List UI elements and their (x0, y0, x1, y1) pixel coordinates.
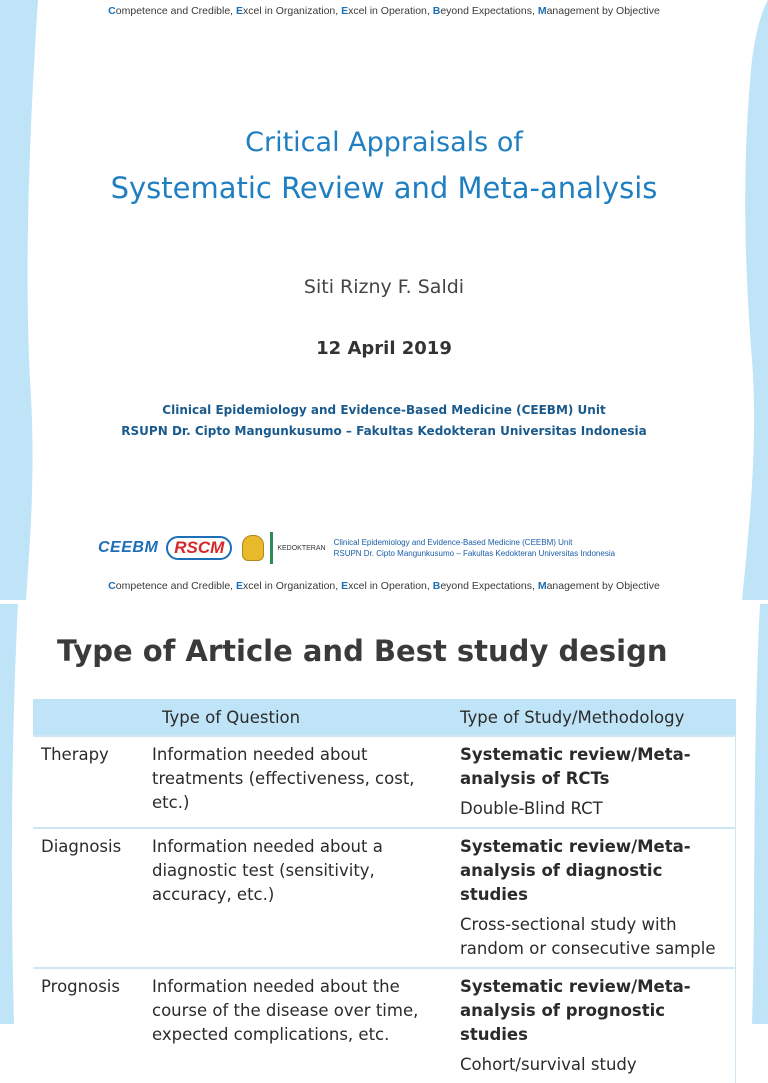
row-type: Diagnosis (33, 828, 144, 968)
alternative-design: Cohort/survival study (460, 1055, 637, 1074)
university-seal-icon (242, 535, 264, 561)
row-type: Therapy (33, 736, 144, 828)
logo-caption-line-2: RSUPN Dr. Cipto Mangunkusumo – Fakultas Kedokteran Universitas Indonesia (333, 549, 616, 558)
study-design-slide (0, 604, 768, 1074)
unit-line-1: Clinical Epidemiology and Evidence-Based Medicine (CEEBM) Unit (162, 403, 606, 417)
header-cell-question: Type of Question (144, 699, 452, 736)
row-methodology (452, 968, 736, 1083)
logo-caption-line-1: Clinical Epidemiology and Evidence-Based Medicine (CEEBM) Unit (333, 538, 573, 547)
title-line-1: Critical Appraisals of (245, 127, 523, 158)
best-design: Systematic review/Meta-analysis of diagnostic studies (460, 837, 691, 904)
header-cell-type (33, 699, 144, 736)
slide-heading: Type of Article and Best study design (57, 634, 668, 668)
alternative-design: Double-Blind RCT (460, 799, 603, 818)
alternative-design: Cross-sectional study with random or consecutive sample (460, 915, 716, 958)
rscm-logo: RSCM (166, 536, 232, 560)
row-type: Prognosis (33, 968, 144, 1083)
table-row (33, 968, 736, 1083)
author-name: Siti Rizny F. Saldi (303, 276, 465, 298)
logo-caption (334, 537, 615, 559)
best-design: Systematic review/Meta-analysis of prognostic studies (460, 977, 691, 1044)
table-row (33, 736, 736, 828)
unit-line-2: RSUPN Dr. Cipto Mangunkusumo – Fakultas Kedokteran Universitas Indonesia (121, 424, 647, 438)
study-design-table (33, 699, 736, 1083)
logo-divider (270, 532, 273, 564)
tagline-bottom: Competence and Credible, Excel in Organization, Excel in Operation, Beyond Expectations, Management by Objective (108, 580, 660, 592)
row-question: Information needed about a diagnostic test (sensitivity, accuracy, etc.) (144, 828, 452, 968)
header-cell-methodology: Type of Study/Methodology (452, 699, 736, 736)
ceebm-logo: CEEBM (98, 539, 159, 556)
best-design: Systematic review/Meta-analysis of RCTs (460, 745, 691, 788)
title-line-2: Systematic Review and Meta-analysis (110, 171, 658, 205)
row-methodology (452, 828, 736, 968)
table-header-row (33, 699, 736, 736)
row-methodology (452, 736, 736, 828)
row-question: Information needed about the course of the disease over time, expected complications, etc. (144, 968, 452, 1083)
row-question: Information needed about treatments (effectiveness, cost, etc.) (144, 736, 452, 828)
kedokteran-logo: KEDOKTERAN (277, 544, 326, 552)
logo-strip (98, 528, 615, 568)
table-row (33, 828, 736, 968)
tagline-top: Competence and Credible, Excel in Organization, Excel in Operation, Beyond Expectations, Management by Objective (108, 5, 660, 17)
presentation-date: 12 April 2019 (316, 338, 452, 359)
